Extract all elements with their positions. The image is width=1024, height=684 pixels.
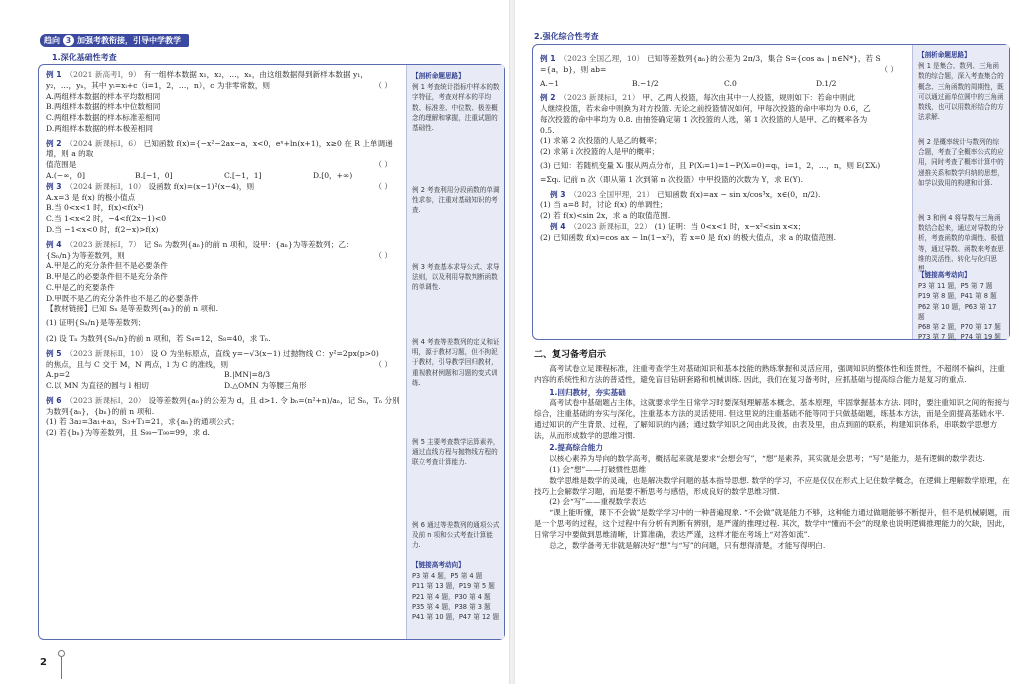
subheading-ability: 2.提高综合能力: [549, 443, 603, 453]
side-note-4: 例 4 考查等差数列的定义和证明，源于教材习题，但不拘泥于教材，引导教学回归教材，重视教材例题和习题的变式训练.: [412, 338, 500, 387]
left-examples: [46, 70, 402, 439]
side-note-3: 例 3 考查基本求导公式、求导法则，以及利用导数判断函数的单调性.: [412, 263, 500, 292]
write-paragraph: “课上能听懂，课下不会做”是数学学习中的一种普遍现象. “不会做”就是能力不够，这种能力通过做题能够不断提升，但不是机械刷题，而是一个思考的过程，这个过程中有分析有判断有辨别，是严谨的推理过程. 其次，数学中“懂而不会”的现象也说明逻辑推理能力的欠缺，因此，日常学习中要做到思维清晰，计算准确，表达严谨，这样才能在考场上“对答如流”.: [534, 508, 1010, 539]
right-page: [512, 0, 1024, 684]
side-note-6: 例 6 通过等差数列的通项公式及前 n 项和公式考查计算能力.: [412, 521, 500, 550]
example-1: 例 1 （2021 新高考Ⅰ，9） 有一组样本数据 x₁，x₂，…，xₙ，由这组数据得到新样本数据 y₁， y₂，…，yₙ，其中 yᵢ=xᵢ+c（i=1，2，…，n），c 为非零常数，则 （ ） A.两组样本数据的样本平均数相同 B.两组样本数据的样本中位数相同 C.两组样本数据的样本标准差相同 D.两组样本数据的样本极差相同: [46, 70, 392, 133]
side-note-r1: 【剖析命题思路】 例 1 是集合、数列、三角函数的综合题，深入考查集合的概念、三角函数的周期性，既可以通过画单位圆中的三角函数线，也可以用数形结合的方法求解.: [918, 51, 1004, 122]
think-title: (1) 会“想”——打破惯性思维: [549, 465, 647, 475]
banner-prefix: 趋向: [44, 35, 60, 45]
sidebar-notes-right: [912, 45, 1009, 342]
side-note-2: 例 2 考查利用分段函数的单调性求参，注重对基础知识的考查.: [412, 186, 500, 215]
example-r3: 例 3 （2023 全国甲理，21） 已知函数 f(x)=ax − sin x/cos³x，x∈(0，π/2). (1) 当 a=8 时，讨论 f(x) 的单调性； (2) 若 f(x)<sin 2x，求 a 的取值范围.: [540, 189, 821, 221]
refs-header: 【链接高考动向】: [412, 561, 465, 569]
review-heading: 二、复习备考启示: [534, 350, 607, 360]
intro-paragraph: 高考试卷立足课程标准，注重考查学生对基础知识和基本技能的熟练掌握和灵活应用，强调知识的整体性和连贯性，不超纲不偏纠，注重内容的系统性和方法的普适性，避免盲目钻研套路和机械训练. 因此，我们在复习备考时，应抓基础与提高综合能力是复习的重点.: [534, 364, 1005, 384]
page-pin-icon: [58, 650, 65, 657]
ability-paragraph: 以核心素养为导向的数学高考，概括起来就是要求“会想会写”，“想”是素养，其实就是会思考；“写”是能力，是有逻辑的数学表达.: [549, 454, 985, 464]
banner-text: 加强考教衔接，引导中学教学: [77, 35, 181, 45]
page-number: 2: [40, 657, 47, 668]
textbook-paragraph: 高考试卷中基础题占主体，这就要求学生日常学习时要深刻理解基本概念、基本原理，牢固掌握基本方法. 同时，要注重知识之间的衔接与综合，注重基础的夯实与深化，注重基本方法的灵活使用. 但这里说的注重基础不能等同于只做基础题，练基本方法，而是全面提高基础水平. 通过知识的产生背景、过程，了解知识的内涵；通过数学知识之间由此及彼，由表及里，由点到面的联系，构建知识体系，串联数学思想方法，从而形成数学的思维习惯.: [534, 398, 1010, 440]
refs-block-right: 【链接高考动向】 P3 第 11 题，P5 第 7 题 P19 第 8 题，P41 第 8 题 P62 第 10 题，P63 第 17 题 P68 第 2 题，P70 第 17 题 P73 第 7 题，P74 第 19 题: [918, 270, 1005, 343]
sidebar-notes-left: [406, 65, 504, 639]
sidebar-header-right: 【剖析命题思路】: [918, 51, 971, 59]
example-5: 例 5 （2023 新课标Ⅱ，10） 设 O 为坐标原点，直线 y=−√3(x−1) 过抛物线 C：y²=2px(p>0) 的焦点，且与 C 交于 M，N 两点，l 为 C 的准线，则 （ ） A.p=2 B.|MN|=8/3 C.以 MN 为直径的圆与 l 相切 D.△OMN 为等腰三角形: [46, 348, 392, 391]
sidebar-header: 【剖析命题思路】: [412, 72, 465, 80]
example-3: 例 3 （2024 新课标Ⅰ，10） 设函数 f(x)=(x−1)²(x−4)，则 （ ） A.x=3 是 f(x) 的极小值点 B.当 0<x<1 时，f(x)<f(x²) C.当 1<x<2 时，−4<f(2x−1)<0 D.当 −1<x<0 时，f(2−x)>f(x): [46, 181, 392, 234]
right-examples: [540, 54, 908, 244]
example-r4: 例 4 （2023 新课标Ⅱ，22） (1) 证明：当 0<x<1 时，x−x²<sin x<x； (2) 已知函数 f(x)=cos ax − ln(1−x²)，若 x=0 是 f(x) 的极大值点，求 a 的取值范围.: [540, 221, 837, 242]
think-paragraph: 数学思维是数学的灵魂，也是解决数学问题的基本指导思想. 数学的学习，不应是仅仅在形式上记住数学概念，在逻辑上理解数学原理，在技巧上会解数学习题，而是要不断思考与感悟，形成良好的数学思维习惯.: [534, 475, 1010, 496]
section-title-basic: 1.深化基础性考查: [52, 53, 117, 62]
example-4: 例 4 （2023 新课标Ⅰ，7） 记 Sₙ 为数列{aₙ}的前 n 项和，设甲：{aₙ}为等差数列；乙： {Sₙ/n}为等差数列，则 （ ） A.甲是乙的充分条件但不是必要条件 B.甲是乙的必要条件但不是充分条件 C.甲是乙的充要条件 D.甲既不是乙的充分条件也不是乙的必要条件 【教材链接】已知 Sₙ 是等差数列{aₙ}的前 n 项和. (1) 证明{Sₙ/n}是等差数列； (2) 设 Tₙ 为数列{Sₙ/n}的前 n 项和，若 S₄=12，S₈=40，求 Tₙ.: [46, 240, 402, 345]
refs-block-left: 【链接高考动向】 P3 第 4 题，P5 第 4 题 P11 第 13 题，P19 第 5 题 P21 第 4 题，P30 第 4 题 P35 第 4 题，P38 第 3 题 P41 第 10 题，P47 第 12 题: [412, 561, 500, 622]
refs-header-right: 【链接高考动向】: [918, 271, 971, 279]
write-title: (2) 会“写”——重视数学表达: [549, 497, 647, 507]
side-note-r2: 例 2 是概率统计与数列的综合题，考查了全概率公式的应用，同时考查了概率计算中的递推关系和数学归纳的思想，如学以致用的构建和计算.: [918, 138, 1004, 187]
example-6: 例 6 （2023 新课标Ⅰ，20） 设等差数列{aₙ}的公差为 d，且 d>1. 令 bₙ=(n²+n)/aₙ，记 Sₙ，Tₙ 分别 为数列{aₙ}，{bₙ}的前 n 项和. (1) 若 3a₂=3a₁+a₃，S₃+T₃=21，求{aₙ}的通项公式； (2) 若{bₙ}为等差数列，且 S₉₉−T₉₉=99，求 d.: [46, 395, 400, 438]
review-body: [534, 364, 1012, 551]
side-note-r3: 例 3 和例 4 将导数与三角函数结合起来，通过对导数的分析，考查函数的单调性、极值等，通过导数、函数来考查思维的灵活性、转化与化归思想.: [918, 214, 1004, 274]
subheading-textbook: 1.回归教材，夯实基础: [549, 387, 626, 397]
section-title-comprehensive: 2.强化综合性考查: [534, 32, 599, 41]
example-2: 例 2 （2024 新课标Ⅰ，6） 已知函数 f(x)={−x²−2ax−a，x<0，eˣ+ln(x+1)，x≥0 在 R 上单调递增，则 a 的取 值范围是 （ ） A.(−∞，0] B.[−1，0] C.[−1，1] D.[0，+∞): [46, 138, 393, 181]
textbook-link: 【教材链接】已知 Sₙ 是等差数列{aₙ}的前 n 项和.: [46, 304, 219, 314]
side-note-5: 例 5 主要考查数学运算素养，通过直线方程与抛物线方程的联立考查计算能力.: [412, 438, 500, 467]
summary-paragraph: 总之，数学备考无非就是解决好“想”与“写”的问题，只有想得清楚，才能写得明白.: [549, 540, 826, 550]
banner-number: 3: [63, 35, 74, 46]
page-pin-line: [61, 657, 62, 679]
example-r1: 例 1 （2023 全国乙理，10） 已知等差数列{aₙ}的公差为 2π/3，集合 S={cos aₙ | n∈N*}，若 S ={a，b}，则 ab= （ ） A.−1 B.−1/2 C.0 D.1/2: [540, 54, 898, 88]
side-note-1: 【剖析命题思路】 例 1 考查统计指标中样本的数字特征，考查对样本的平均数、标准差、中位数、极差概念的理解和掌握，注重试题的基础性.: [412, 72, 500, 133]
example-r2: 例 2 （2023 新课标Ⅰ，21） 甲、乙两人投篮，每次由其中一人投篮，规则如下：若命中则此 人继续投篮，若未命中则换为对方投篮. 无论之前投篮情况如何，甲每次投篮的命中率均为 0.6，乙 每次投篮的命中率均为 0.8. 由抽签确定第 1 次投篮的人选，第 1 次投篮的人是甲、乙的概率各为 0.5. (1) 求第 2 次投篮的人是乙的概率； (2) 求第 i 次投篮的人是甲的概率； (3) 已知：若随机变量 Xᵢ 服从两点分布，且 P(Xᵢ=1)=1−P(Xᵢ=0)=qᵢ，i=1，2，…，n，则 E(ΣXᵢ) =Σqᵢ. 记前 n 次（即从第 1 次到第 n 次投篮）中甲投篮的次数为 Y，求 E(Y).: [540, 93, 881, 184]
trend-banner: [40, 34, 189, 47]
